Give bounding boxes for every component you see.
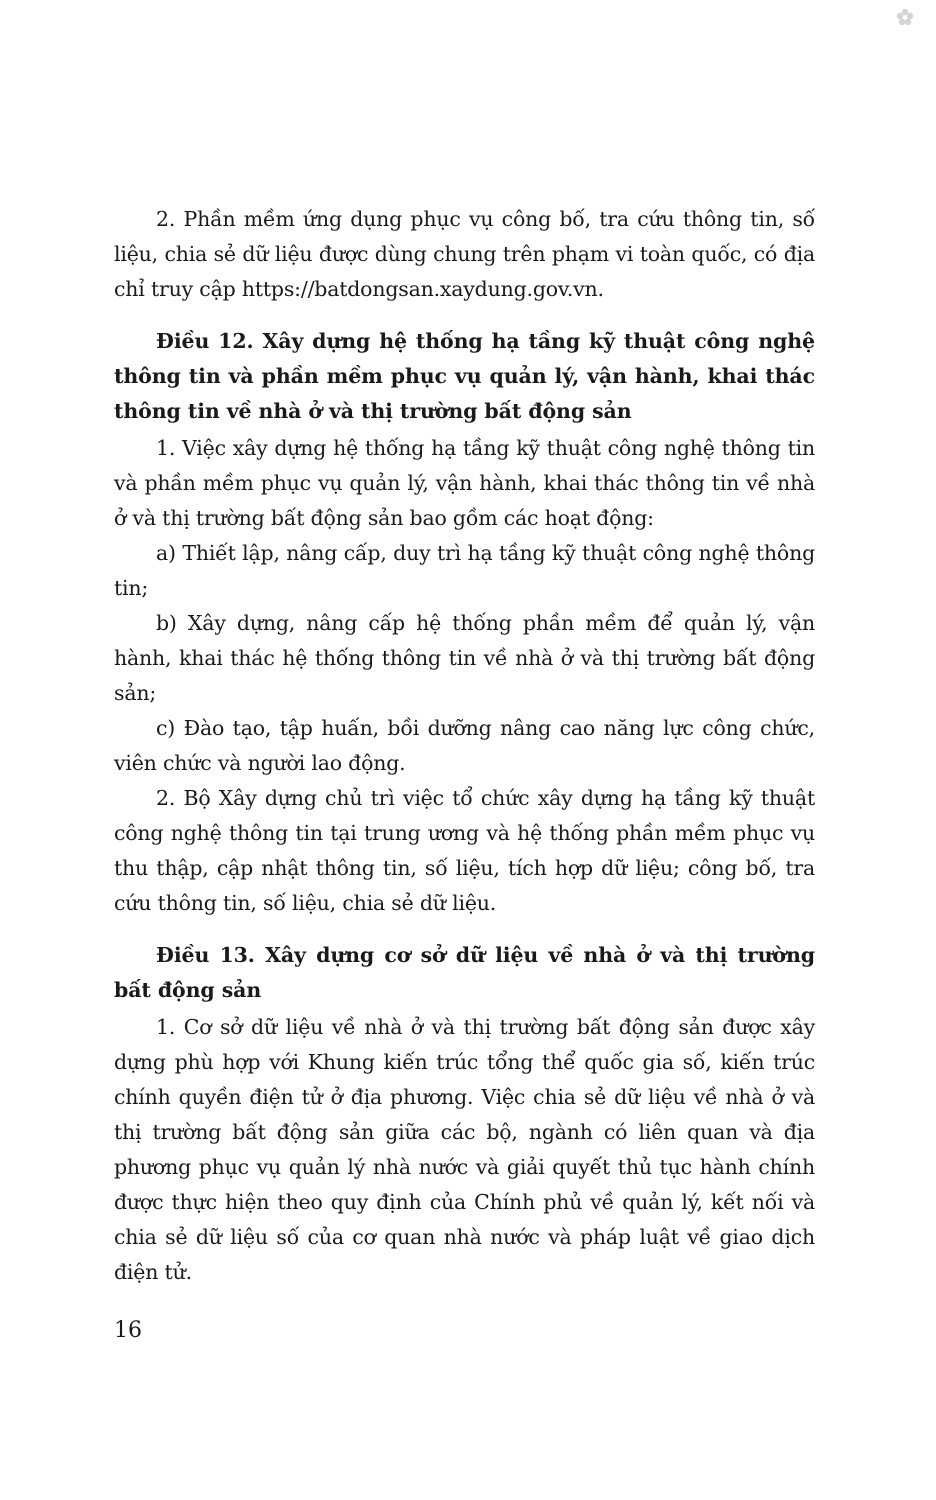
paragraph-article12-clause1: 1. Việc xây dựng hệ thống hạ tầng kỹ thuật công nghệ thông tin và phần mềm phục vụ quản lý, vận hành, khai thác thông tin về nhà ở và thị trường bất động sản bao gồm các hoạt động: bbox=[114, 436, 815, 530]
heading-article-13: Điều 13. Xây dựng cơ sở dữ liệu về nhà ở và thị trường bất động sản bbox=[114, 943, 815, 1002]
paragraph-article12-item-b: b) Xây dựng, nâng cấp hệ thống phần mềm để quản lý, vận hành, khai thác hệ thống thông tin về nhà ở và thị trường bất động sản; bbox=[114, 611, 815, 705]
paragraph-article13-clause1: 1. Cơ sở dữ liệu về nhà ở và thị trường bất động sản được xây dựng phù hợp với Khung kiến trúc tổng thể quốc gia số, kiến trúc chính quyền điện tử ở địa phương. Việc chia sẻ dữ liệu về nhà ở và thị trường bất động sản giữa các bộ, ngành có liên quan và địa phương phục vụ quản lý nhà nước và giải quyết thủ tục hành chính được thực hiện theo quy định của Chính phủ về quản lý, kết nối và chia sẻ dữ liệu số của cơ quan nhà nước và pháp luật về giao dịch điện tử. bbox=[114, 1015, 815, 1284]
document-page bbox=[114, 202, 815, 1290]
paragraph-article12-item-a: a) Thiết lập, nâng cấp, duy trì hạ tầng kỹ thuật công nghệ thông tin; bbox=[114, 541, 815, 600]
paragraph-article12-item-c: c) Đào tạo, tập huấn, bồi dưỡng nâng cao năng lực công chức, viên chức và người lao động. bbox=[114, 716, 815, 775]
page-number: 16 bbox=[114, 1318, 142, 1343]
paragraph-article11-clause2: 2. Phần mềm ứng dụng phục vụ công bố, tra cứu thông tin, số liệu, chia sẻ dữ liệu được dùng chung trên phạm vi toàn quốc, có địa chỉ truy cập https://batdongsan.xaydung.gov.vn. bbox=[114, 207, 815, 301]
heading-article-12: Điều 12. Xây dựng hệ thống hạ tầng kỹ thuật công nghệ thông tin và phần mềm phục vụ quản lý, vận hành, khai thác thông tin về nhà ở và thị trường bất động sản bbox=[114, 329, 815, 423]
flower-watermark-icon bbox=[896, 8, 914, 26]
paragraph-article12-clause2: 2. Bộ Xây dựng chủ trì việc tổ chức xây dựng hạ tầng kỹ thuật công nghệ thông tin tại trung ương và hệ thống phần mềm phục vụ thu thập, cập nhật thông tin, số liệu, tích hợp dữ liệu; công bố, tra cứu thông tin, số liệu, chia sẻ dữ liệu. bbox=[114, 786, 815, 915]
